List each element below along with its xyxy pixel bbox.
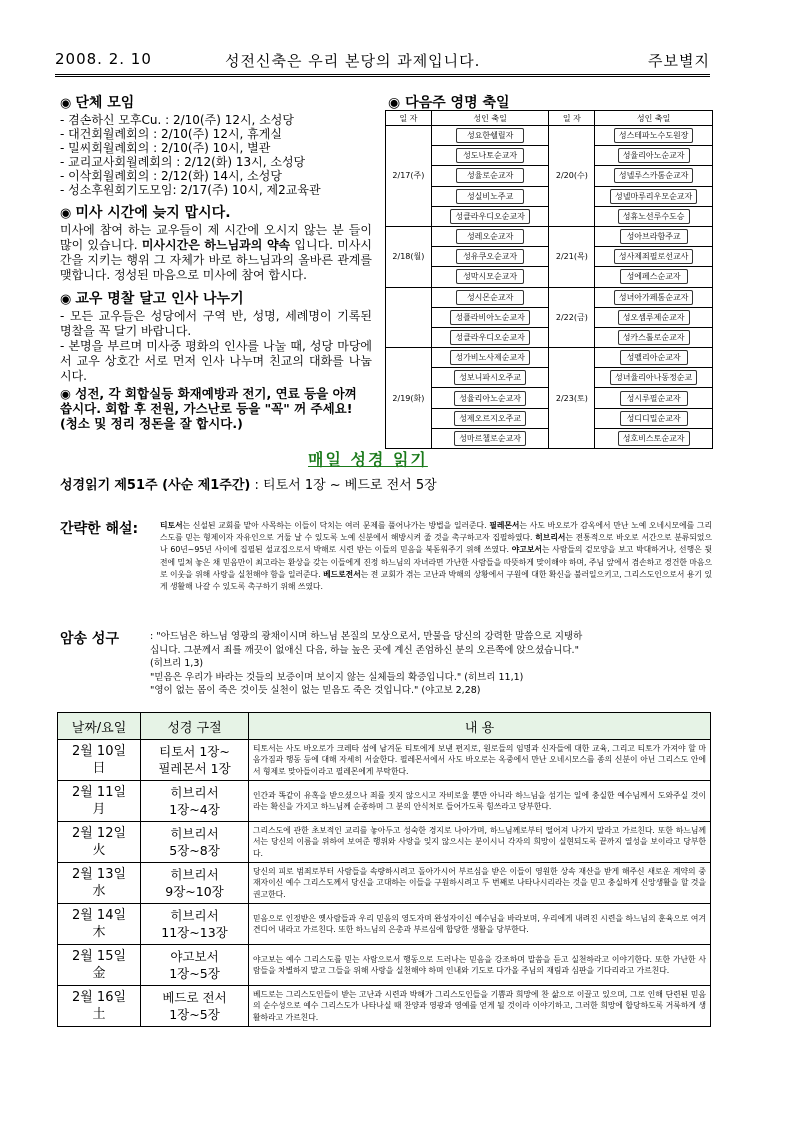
feast-date: 2/18(월) [386,226,432,287]
col-header: 성인 축일 [595,111,713,126]
saint-cell [595,226,713,246]
saint-name: 성디디밀순교자 [620,411,688,426]
passage-book: 베드로 전서 [162,990,227,1005]
weekday-text: 水 [92,884,106,899]
passage-cell [141,945,249,986]
saint-cell [595,327,713,347]
date-text: 2월 16일 [71,990,127,1005]
martyrs-table [385,110,713,449]
bullet-icon: ◉ [60,206,72,221]
reading-line [60,474,437,493]
list-item: - 대건회월례회의 : 2/10(주) 12시, 휴게실 [60,127,282,141]
badge-text-2: - 본명을 부르며 미사중 평화의 인사를 나눌 때, 성당 마당에서 교우 상호간 서로 먼저 인사 나누며 친교의 대화를 나눕시다. [60,339,372,383]
memorize-line: "영이 없는 몸이 죽은 것이듯 실천이 없는 믿음도 죽은 것입니다." (야고보 2,28) [150,685,481,696]
weekday-text: 木 [92,925,106,940]
groups-heading [60,92,372,112]
mass-emphasis: 미사시간은 하느님과의 약속 [141,238,291,252]
saint-cell [431,388,549,408]
passage-book: 히브리서 [170,785,219,800]
saint-name: 성실비노주교 [456,189,524,204]
saint-name: 성오셈루제순교자 [618,310,690,325]
table-row [58,945,711,986]
memorize-label: 암송 성구 [60,631,119,647]
saint-name: 성호비스토순교자 [618,431,690,446]
feast-date: 2/22(금) [549,287,595,348]
mass-heading [60,202,372,222]
content-cell: 야고보는 예수 그리스도를 믿는 사람으로서 행동으로 드러나는 믿음을 강조하며 말씀을 듣고 실천하라고 이야기한다. 또한 가난한 사람들을 차별하지 말고 그들을 위해 사랑을 실천해야 하며 인내와 기도로 다가올 주님의 재림과 심판을 기다리라고 가르친다. [249,945,711,986]
passage-cell [141,781,249,822]
saint-name: 성클라우디오순교자 [450,209,530,224]
weekday-text: 月 [92,802,106,817]
content-cell: 티토서는 사도 바오로가 크레타 섬에 남겨둔 티토에게 보낸 편지로, 원로들의 임명과 신자들에 대한 교육, 그리고 티토가 가져야 할 마음가짐과 행동 등에 대해 자세히 서술한다. 필레몬서에서 사도 바오로는 옥중에서 만난 오네시모스를 종의 신분이 아닌 그리스도 안에서 형제로 맞아들이라고 필레몬에게 부탁한다. [249,740,711,781]
saint-cell [595,166,713,186]
saint-name: 성스테파노수도원장 [614,128,694,143]
left-column [60,92,372,431]
date-cell [58,986,141,1027]
passage-book: 야고보서 [170,949,219,964]
date-cell [58,781,141,822]
reading-schedule-table [57,712,711,1027]
passage-chapters: 5장~8장 [169,843,220,858]
saint-cell [431,408,549,428]
saint-cell [431,126,549,146]
saint-name: 성제오르지오주교 [454,411,526,426]
groups-title: 단체 모임 [75,95,135,111]
saint-cell [431,226,549,246]
feast-date: 2/17(주) [386,126,432,227]
martyrs-heading [388,92,510,112]
saint-name: 성휴노선루수도승 [618,209,690,224]
weekday-text: 土 [92,1007,106,1022]
weekday-text: 日 [92,761,106,776]
header-date: 2008. 2. 10 [55,50,152,68]
passage-chapters: 1장~5장 [169,966,220,981]
reading-week: 제51주 (사순 제1주간) [114,478,251,493]
passage-book: 히브리서 [170,826,219,841]
passage-book: 히브리서 [170,867,219,882]
date-cell [58,863,141,904]
badge-title: 교우 명찰 달고 인사 나누기 [75,291,244,307]
saint-name: 성녀율리아나동정순교 [610,370,697,385]
saint-cell [595,126,713,146]
passage-book: 티토서 1장~ [159,744,230,759]
date-cell [58,945,141,986]
saint-cell [431,428,549,448]
date-text: 2월 12일 [71,826,127,841]
memorize-text [150,630,710,698]
feast-date: 2/19(화) [386,348,432,449]
saint-name: 성시몬순교자 [456,290,524,305]
saint-name: 성보니파시오주교 [454,370,526,385]
saint-name: 성녀아가페톰순교자 [614,290,694,305]
saint-cell [595,388,713,408]
saint-cell [431,146,549,166]
saint-cell [595,307,713,327]
table-row [58,904,711,945]
memorize-line: (히브리 1,3) [150,658,204,669]
saint-cell [595,186,713,206]
table-row [58,986,711,1027]
saint-name: 성가비노사제순교자 [450,350,530,365]
saint-name: 성막시모순교자 [456,269,524,284]
reading-label: 성경읽기 [60,478,111,493]
saint-name: 성아브라함주교 [620,229,688,244]
saint-cell [595,267,713,287]
header-label: 주보별지 [648,52,710,70]
saint-cell [595,348,713,368]
passage-chapters: 1장~4장 [169,802,220,817]
saint-name: 성플라비아노순교자 [450,310,530,325]
saint-cell [595,368,713,388]
col-header: 일 자 [549,111,595,126]
content-cell: 당신의 피로 범죄로부터 사람들을 속량하시려고 돌아가시어 부르심을 받은 이들이 영원한 상속 재산을 받게 해주신 새로운 계약의 중재자이신 예수 그리스도께서 당신을 고대하는 이들을 구원하시려고 두 번째로 나타나시리라는 것을 믿고 충실하게 신앙생활을 할 것을 권고한다. [249,863,711,904]
passage-chapters: 11장~13장 [161,925,228,940]
bullet-icon: ◉ [60,96,72,111]
saint-cell [431,368,549,388]
col-header: 내 용 [249,713,711,740]
col-header: 성인 축일 [431,111,549,126]
passage-cell [141,863,249,904]
table-header-row [58,713,711,740]
saint-cell [431,247,549,267]
saint-name: 성요한쉘릴자 [456,128,524,143]
passage-chapters: 9장~10장 [165,884,224,899]
content-cell: 믿음으로 인정받은 옛사람들과 우리 믿음의 영도자며 완성자이신 예수님을 바라보며, 우리에게 내려진 시련을 하느님의 훈육으로 여겨 견디어 내라고 가르친다. 또한 하느님의 은총과 부르심에 합당한 생활을 당부한다. [249,904,711,945]
saint-cell [431,206,549,226]
table-row [58,863,711,904]
passage-book: 히브리서 [170,908,219,923]
list-item: - 밀씨회월례회의 : 2/10(주) 10시, 별관 [60,141,271,155]
passage-cell [141,986,249,1027]
saint-cell [595,206,713,226]
table-row [58,781,711,822]
content-cell: 인간과 똑같이 유혹을 받으셨으나 죄를 짓지 않으시고 자비로울 뿐만 아니라 하느님을 섬기는 일에 충실한 예수님께서 도와주실 것이라는 확신을 가지고 하느님께 순종하며 그 분의 안식처로 들어가도록 힘쓰라고 당부한다. [249,781,711,822]
saint-cell [595,146,713,166]
saint-name: 성레오순교자 [456,229,524,244]
table-row [386,287,713,307]
explanation-text: 티토서는 신설된 교회를 맡아 사목하는 이들이 닥치는 여러 문제를 풀어나가는 방법을 일러준다. 필레몬서는 사도 바오로가 감옥에서 만난 노예 오네시모에를 그리스도를 믿는 형제이자 자유인으로 거둘 날 수 있도록 노예 신분에서 해방시켜 줄 것을 촉구하고자 집필하였다. 히브리서는 전통적으로 바오로 서간으로 분류되었으나 60년~95년 사이에 집필된 설교집으로서 박해로 시련 받는 이들의 믿음을 북돋워주기 위해 쓰였다. 야고보서는 사람들의 겉모양을 보고 박대하거나, 선행은 뒷전에 밀쳐 놓은 채 믿음만이 최고라는 환상을 갖는 이들에게 진정 하느님의 자녀라면 가난한 사람들을 따뜻하게 맞이해야 하며, 주님 앞에서 겸손하고 경건한 마음으로 이웃을 위해 사랑을 실천해야 함을 일러준다. 베드로전서는 전 교회가 겪는 고난과 박해의 상황에서 구원에 대한 확신을 불러일으키고, 그리스도인으로서 용기 있게 생활해 나갈 수 있도록 촉구하기 위해 쓰였다. [160,521,713,592]
col-header: 일 자 [386,111,432,126]
memorize-line: "믿음은 우리가 바라는 것들의 보증이며 보이지 않는 실체들의 확증입니다." (히브리 11,1) [150,671,524,683]
passage-cell [141,740,249,781]
mass-text: 미사에 참여 하는 교우들이 제 시간에 오시지 않는 분 들이 많이 있습니다. 미사시간은 하느님과의 약속 입니다. 미사시간을 지키는 행위 그 자체가 바로 하느님과의 올바른 관계를 맺합니다. 정성된 마음으로 미사에 참여 합시다. [60,223,372,282]
page-header [55,50,710,72]
saint-name: 성클라우디오순교자 [450,330,530,345]
date-text: 2월 15일 [71,949,127,964]
saint-name: 성율리아노순교자 [618,148,690,163]
groups-list [60,113,372,197]
passage-chapters: 필레몬서 1장 [158,761,231,776]
table-row [58,740,711,781]
saint-cell [431,307,549,327]
saint-name: 성시루필순교자 [620,391,688,406]
saint-cell [595,287,713,307]
saint-name: 성카스톨로순교자 [618,330,690,345]
saint-cell [431,186,549,206]
saint-name: 성펠리아순교자 [620,350,688,365]
memorize-line: 십니다. 그분께서 죄를 깨끗이 없애신 다음, 하늘 높은 곳에 계신 존엄하신 분의 오른쪽에 앉으셨습니다." [150,644,579,656]
safety-notice: ◉ 성전, 각 회합실등 화재예방과 전기, 연료 등을 아껴 씁시다. 회합 후 전원, 가스난로 등을 "꼭" 꺼 주세요! (청소 및 정리 정돈을 잘 합시다.) [60,386,357,431]
saint-name: 성마르첼로순교자 [454,431,526,446]
bullet-icon: ◉ [60,292,72,307]
list-item: - 겸손하신 모후Cu. : 2/10(주) 12시, 소성당 [60,113,294,127]
martyrs-title: 다음주 영명 축일 [405,95,510,111]
date-cell [58,822,141,863]
saint-name: 성사제죄필로선교사 [614,249,694,264]
table-row [386,126,713,146]
saint-name: 성넬루스카톰순교자 [614,168,694,183]
mass-title: 미사 시간에 늦지 맙시다. [75,205,231,221]
date-text: 2월 13일 [71,867,127,882]
header-motto: 성전신축은 우리 본당의 과제입니다. [225,52,481,70]
saint-name: 성에페스순교자 [620,269,688,284]
table-header-row [386,111,713,126]
table-row [386,348,713,368]
feast-date: 2/21(목) [549,226,595,287]
table-row [386,226,713,246]
saint-cell [431,348,549,368]
saint-name: 성넬마루리우모순교자 [610,189,697,204]
weekday-text: 金 [92,966,106,981]
table-row [58,822,711,863]
saint-cell [431,166,549,186]
saint-cell [595,247,713,267]
saint-cell [595,408,713,428]
content-cell: 그리스도에 관한 초보적인 교리를 놓아두고 성숙한 경지로 나아가며, 하느님께로부터 떨어져 나가지 말라고 가르친다. 또한 하느님께서는 당신의 이름을 위하여 보여준 행위와 사랑을 잊지 않으시는 분이시니 각자의 희망이 실현되도록 끝까지 열성을 보이라고 당부한다. [249,822,711,863]
passage-chapters: 1장~5장 [169,1007,220,1022]
badge-heading [60,288,372,308]
reading-range: : 티토서 1장 ~ 베드로 전서 5장 [254,478,437,493]
content-cell: 베드로는 그리스도인들이 받는 고난과 시련과 박해가 그리스도인들을 기쁨과 희망에 찬 삶으로 이끌고 있으며, 그로 인해 단련된 믿음의 순수성으로 예수 그리스도가 나타나실 때 찬양과 영광과 영예를 얻게 될 것이라 이야기하고, 그러한 희망에 합당하도록 거룩하게 생활하라고 가르친다. [249,986,711,1027]
passage-cell [141,822,249,863]
saint-name: 성율로순교자 [456,168,524,183]
saint-name: 성도나토순교자 [456,148,524,163]
saint-cell [431,327,549,347]
list-item: - 성소후원회기도모임: 2/17(주) 10시, 제2교육관 [60,183,321,197]
explanation-label: 간략한 해설: [60,521,139,537]
date-cell [58,904,141,945]
weekday-text: 火 [92,843,106,858]
col-header: 성경 구절 [141,713,249,740]
list-item: - 이삭회월례회의 : 2/12(화) 14시, 소성당 [60,169,282,183]
saint-cell [431,287,549,307]
date-text: 2월 14일 [71,908,127,923]
saint-name: 성유쿠오순교자 [456,249,524,264]
saint-name: 성율리아노순교자 [454,391,526,406]
date-text: 2월 11일 [71,785,127,800]
header-divider [55,74,710,77]
saint-cell [431,267,549,287]
passage-cell [141,904,249,945]
date-cell [58,740,141,781]
date-text: 2월 10일 [71,744,127,759]
memorize-line: : "아드님은 하느님 영광의 광채이시며 하느님 본질의 모상으로서, 만물을 당신의 강력한 말씀으로 지탱하 [150,631,583,642]
reading-title: 매일 성경 읽기 [308,450,428,469]
saint-cell [595,428,713,448]
list-item: - 교리교사회월례회의 : 2/12(화) 13시, 소성당 [60,155,306,169]
feast-date [386,287,432,348]
feast-date: 2/20(수) [549,126,595,227]
badge-text-1: - 모든 교우들은 성당에서 구역 반, 성명, 세례명이 기록된 명찰을 꼭 달기 바랍니다. [60,309,372,338]
bullet-icon: ◉ [388,95,401,111]
feast-date: 2/23(토) [549,348,595,449]
col-header: 날짜/요일 [58,713,141,740]
